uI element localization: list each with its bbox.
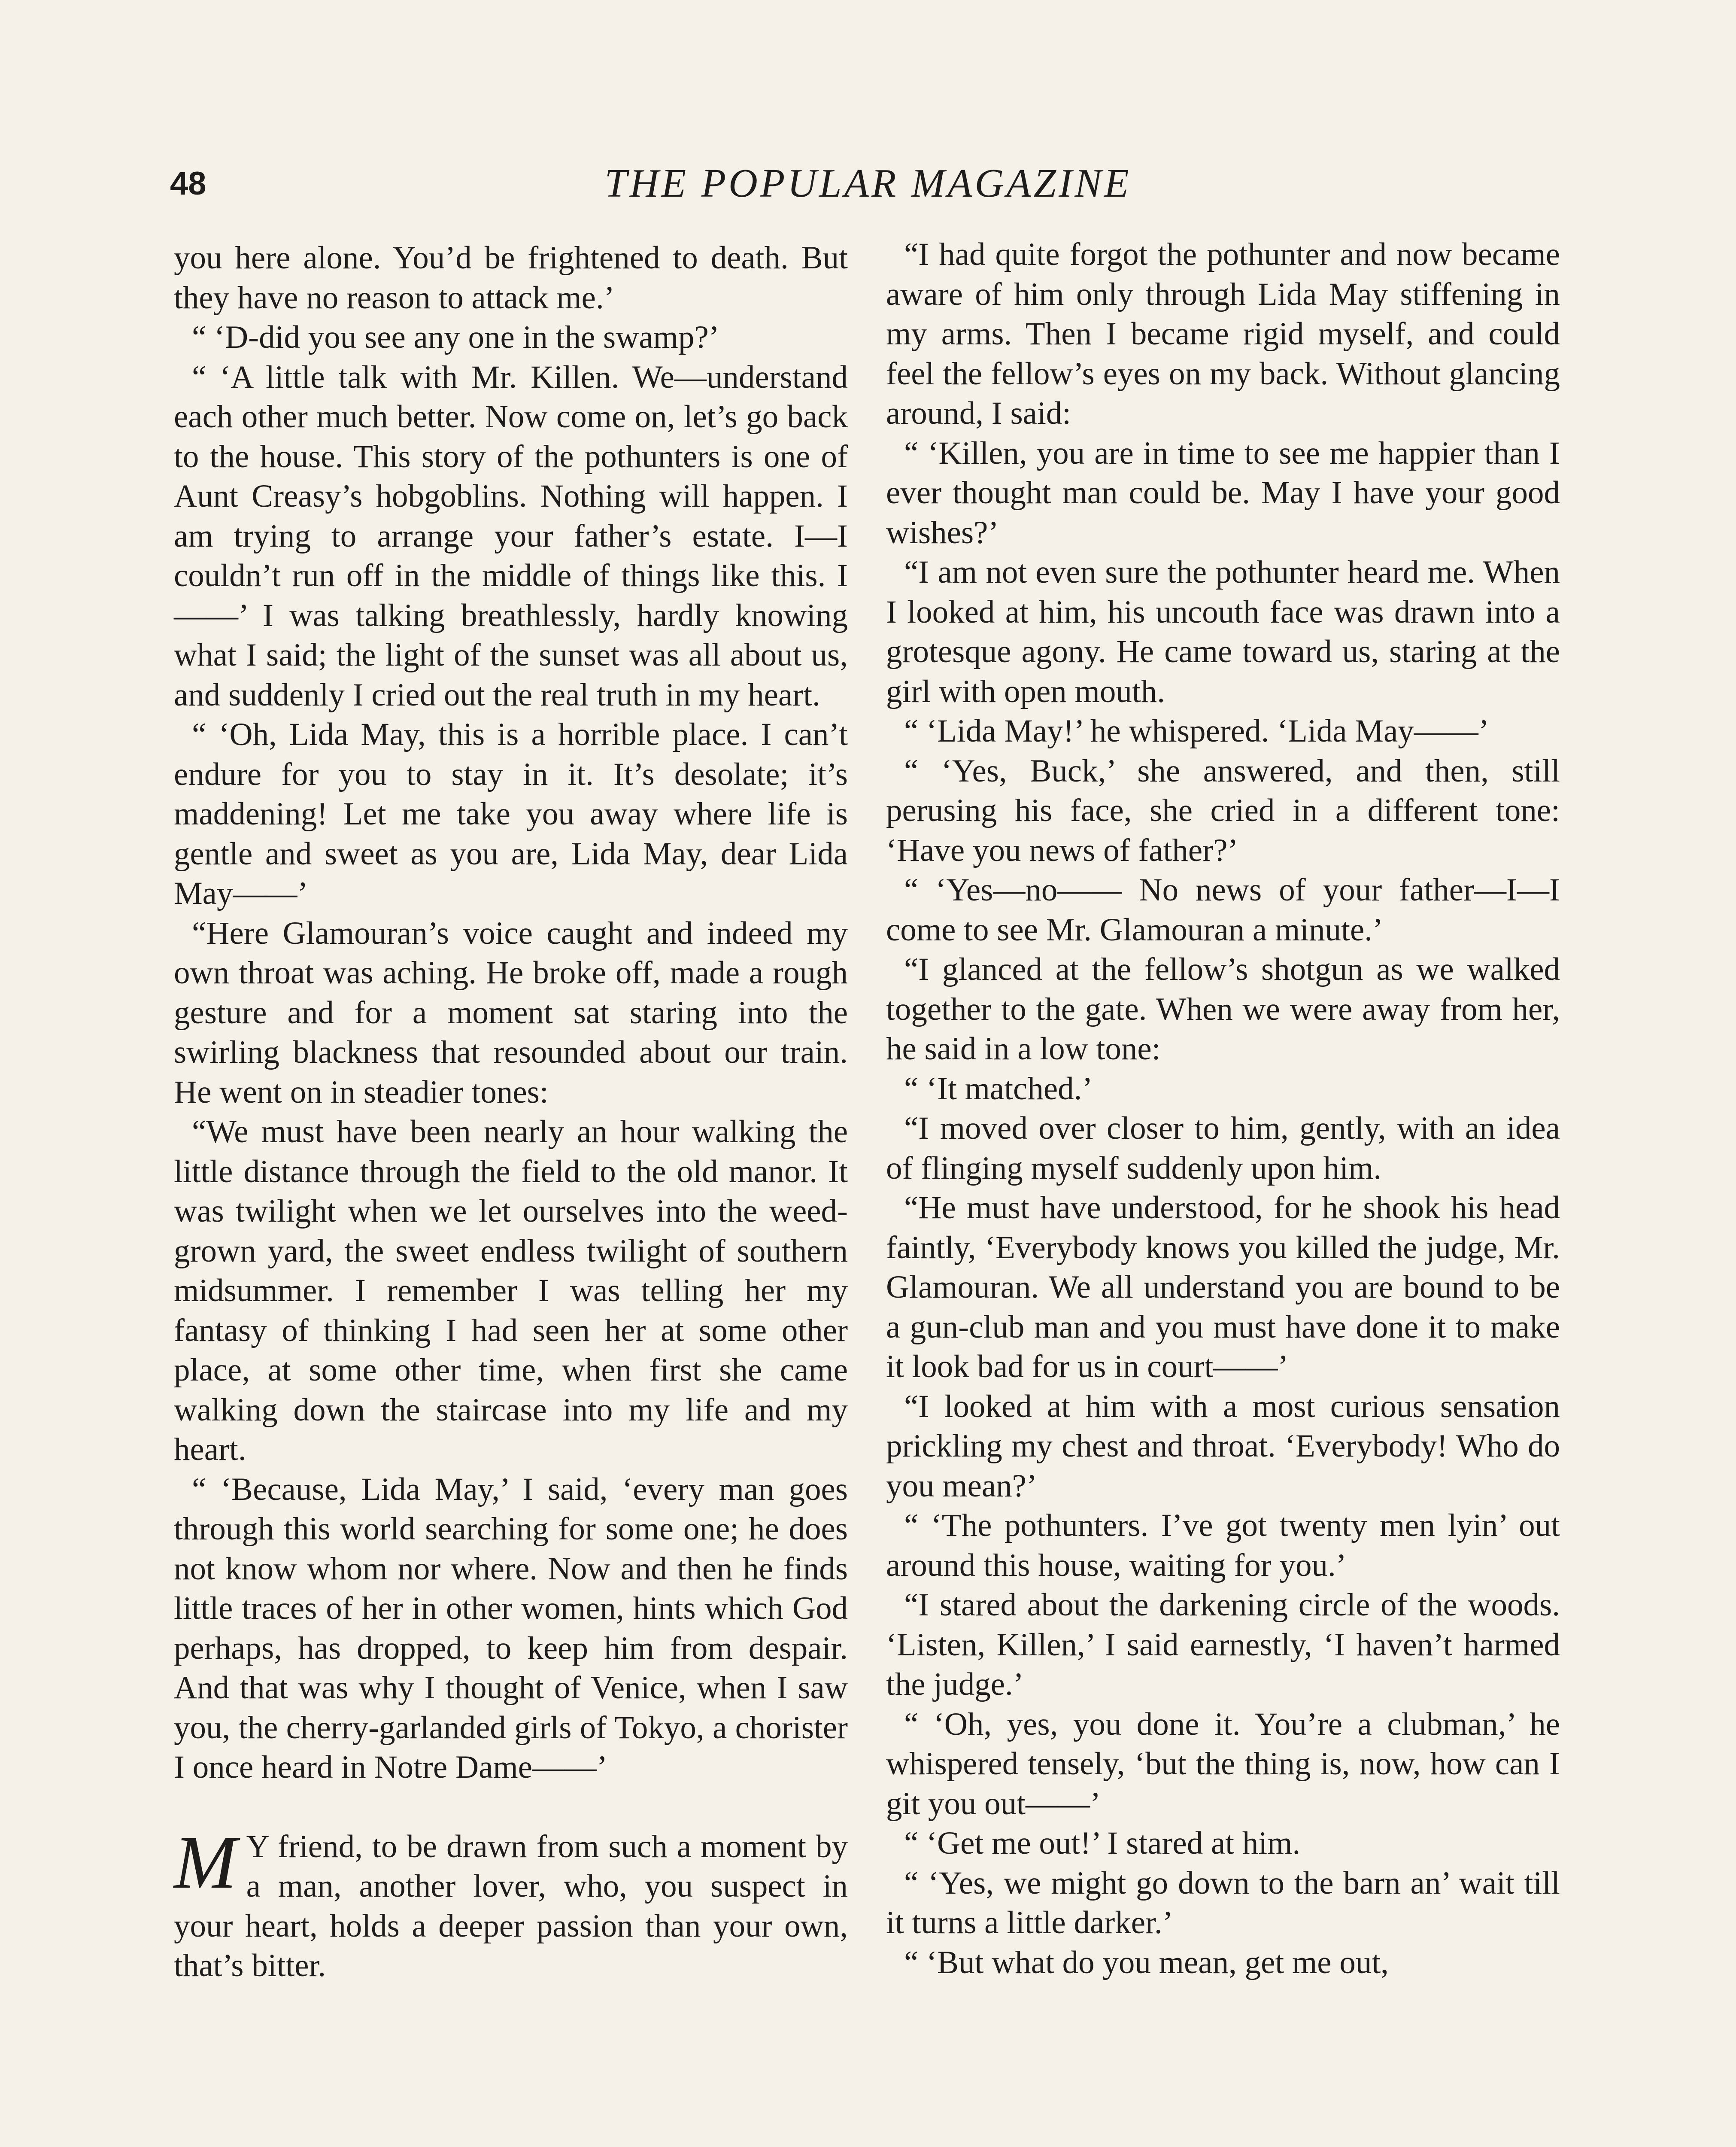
paragraph: “ ‘Yes—no—— No news of your father—I—I come to see Mr. Glamouran a minute.’ xyxy=(886,872,1560,948)
paragraph: “I looked at him with a most curious sensation prickling my chest and throat. ‘Everybody! Who do you mean?’ xyxy=(886,1388,1560,1504)
paragraph: “ ‘Get me out!’ I stared at him. xyxy=(904,1825,1301,1861)
paragraph: “Here Glamouran’s voice caught and indeed my own throat was aching. He broke off, made a rough gesture and for a moment sat staring into the swirling blackness that resounded about our train. He went on in steadier tones: xyxy=(174,915,848,1110)
paragraph: “ ‘It matched.’ xyxy=(904,1070,1093,1107)
paragraph: “ ‘Killen, you are in time to see me happier than I ever thought man could be. May I have your good wishes?’ xyxy=(886,435,1560,550)
paragraph: “ ‘D-did you see any one in the swamp?’ xyxy=(192,319,719,355)
paragraph: “ ‘Yes, we might go down to the barn an’ wait till it turns a little darker.’ xyxy=(886,1865,1560,1940)
paragraph: “ ‘But what do you mean, get me out, xyxy=(904,1944,1389,1980)
drop-cap: M xyxy=(174,1820,237,1904)
paragraph: “ ‘Oh, yes, you done it. You’re a clubman,’ he whispered tensely, ‘but the thing is, now, how can I git you out——’ xyxy=(886,1706,1560,1822)
section-opening-text: Y friend, to be drawn from such a moment by a man, another lover, who, you suspect in your heart, holds a deeper passion than your own, that’s bitter. xyxy=(174,1828,848,1983)
paragraph: “ ‘A little talk with Mr. Killen. We—understand each other much better. Now come on, let’s go back to the house. This story of the pothunters is one of Aunt Creasy’s hobgoblins. Nothing will happen. I am trying to arrange your father’s estate. I—I couldn’t run off in the middle of things like this. I——’ I was talking breathlessly, hardly knowing what I said; the light of the sunset was all about us, and suddenly I cried out the real truth in my heart. xyxy=(174,359,848,713)
running-title: THE POPULAR MAGAZINE xyxy=(604,161,1132,206)
paragraph: “ ‘Lida May!’ he whispered. ‘Lida May——’ xyxy=(904,713,1489,749)
page-number: 48 xyxy=(170,165,206,202)
left-column xyxy=(174,238,848,1986)
paragraph: “ ‘Oh, Lida May, this is a horrible place. I can’t endure for you to stay in it. It’s desolate; it’s maddening! Let me take you away where life is gentle and sweet as you are, Lida May, dear Lida May——’ xyxy=(174,717,848,911)
paragraph: “He must have understood, for he shook his head faintly, ‘Everybody knows you killed the judge, Mr. Glamouran. We all understand you are bound to be a gun-club man and you must have done it to make it look bad for us in court——’ xyxy=(886,1190,1560,1384)
paragraph: “I glanced at the fellow’s shotgun as we walked together to the gate. When we were away from her, he said in a low tone: xyxy=(886,952,1560,1067)
section-opening-paragraph xyxy=(174,1820,848,1986)
paragraph: “I am not even sure the pothunter heard me. When I looked at him, his uncouth face was drawn into a grotesque agony. He came toward us, staring at the girl with open mouth. xyxy=(886,554,1560,709)
paragraph: “ ‘Because, Lida May,’ I said, ‘every man goes through this world searching for some one; he does not know whom nor where. Now and then he finds little traces of her in other women, hints which God perhaps, has dropped, to keep him from despair. And that was why I thought of Venice, when I saw you, the cherry-garlanded girls of Tokyo, a chorister I once heard in Notre Dame——’ xyxy=(174,1471,848,1785)
paragraph: “I had quite forgot the pothunter and now became aware of him only through Lida May stiffening in my arms. Then I became rigid myself, and could feel the fellow’s eyes on my back. Without glancing around, I said: xyxy=(886,237,1560,431)
paragraph: “ ‘The pothunters. I’ve got twenty men lyin’ out around this house, waiting for you.’ xyxy=(886,1508,1560,1583)
paragraph: “ ‘Yes, Buck,’ she answered, and then, still perusing his face, she cried in a different tone: ‘Have you news of father?’ xyxy=(886,753,1560,868)
paragraph: “I stared about the darkening circle of the woods. ‘Listen, Killen,’ I said earnestly, ‘I haven’t harmed the judge.’ xyxy=(886,1587,1560,1702)
right-column xyxy=(886,235,1560,1983)
paragraph: you here alone. You’d be frightened to death. But they have no reason to attack me.’ xyxy=(174,240,848,316)
paragraph: “I moved over closer to him, gently, with an idea of flinging myself suddenly upon him. xyxy=(886,1110,1560,1186)
paragraph: “We must have been nearly an hour walking the little distance through the field to the old manor. It was twilight when we let ourselves into the weed-grown yard, the sweet endless twilight of southern midsummer. I remember I was telling her my fantasy of thinking I had seen her at some other place, at some other time, when first she came walking down the staircase into my life and my heart. xyxy=(174,1114,848,1467)
